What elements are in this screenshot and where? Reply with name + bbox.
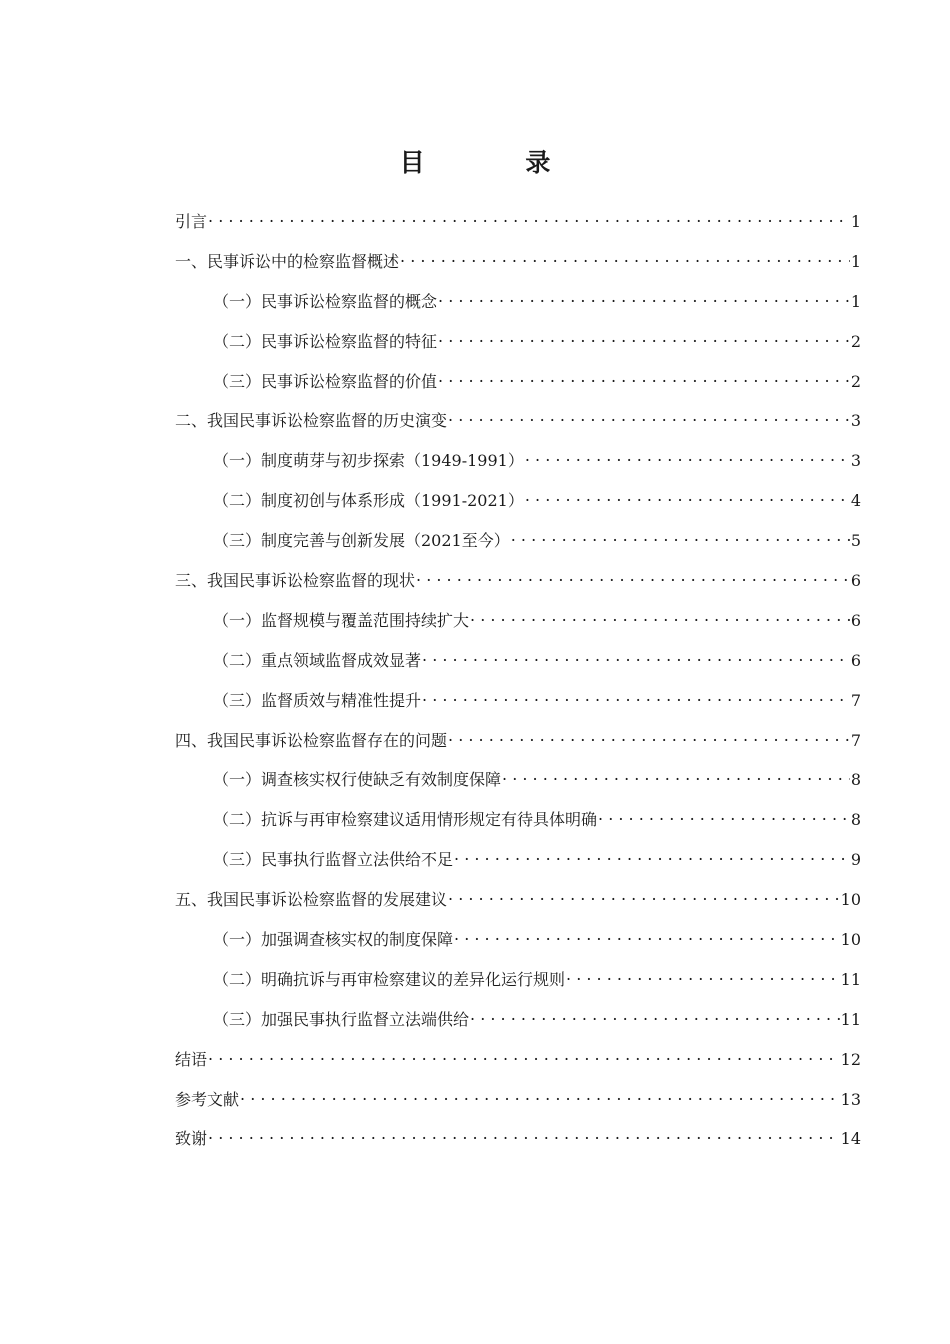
toc-leader-dots (454, 925, 840, 945)
toc-entry[interactable] (175, 760, 861, 800)
toc-leader-dots (525, 486, 850, 506)
toc-entry-label: 二、我国民事诉讼检察监督的历史演变 (175, 411, 448, 431)
toc-entry-page-number: 2 (850, 331, 861, 351)
toc-entry-page-number: 6 (850, 650, 861, 670)
toc-entry[interactable] (175, 800, 861, 840)
toc-entry[interactable] (175, 681, 861, 721)
toc-entry-label: （二）明确抗诉与再审检察建议的差异化运行规则 (213, 969, 566, 989)
toc-entry-page-number: 1 (850, 291, 861, 311)
toc-entry-label: （二）民事诉讼检察监督的特征 (213, 331, 438, 351)
toc-leader-dots (438, 327, 850, 347)
toc-entry-page-number: 8 (850, 810, 861, 830)
toc-leader-dots (240, 1085, 840, 1105)
toc-entry-page-number: 8 (850, 770, 861, 790)
toc-entry-label: （一）制度萌芽与初步探索（1949-1991） (213, 451, 524, 471)
toc-entry-page-number: 3 (850, 411, 861, 431)
toc-entry-page-number: 9 (850, 850, 861, 870)
toc-entry-label: （三）监督质效与精准性提升 (213, 690, 422, 710)
toc-entry[interactable] (175, 481, 861, 521)
toc-entry-label: 参考文献 (175, 1089, 240, 1109)
toc-leader-dots (470, 606, 850, 626)
toc-entry-page-number: 13 (840, 1089, 861, 1109)
toc-entry-label: （三）制度完善与创新发展（2021至今） (213, 531, 510, 551)
toc-entry-label: （三）民事诉讼检察监督的价值 (213, 371, 438, 391)
toc-entry-page-number: 12 (840, 1049, 861, 1069)
toc-entry-label: （一）民事诉讼检察监督的概念 (213, 291, 438, 311)
toc-leader-dots (438, 287, 850, 307)
toc-entry[interactable] (175, 401, 861, 441)
toc-entry[interactable] (175, 1040, 861, 1080)
toc-leader-dots (208, 207, 850, 227)
toc-entry-label: 四、我国民事诉讼检察监督存在的问题 (175, 730, 448, 750)
toc-entry-label: （一）监督规模与覆盖范围持续扩大 (213, 610, 470, 630)
toc-leader-dots (422, 686, 850, 706)
toc-entry[interactable] (175, 840, 861, 880)
toc-entry[interactable] (175, 521, 861, 561)
toc-entry-page-number: 7 (850, 690, 861, 710)
toc-entry[interactable] (175, 322, 861, 362)
toc-entry-label: 结语 (175, 1049, 208, 1069)
toc-entry[interactable] (175, 242, 861, 282)
toc-entry-page-number: 3 (850, 451, 861, 471)
toc-entry-page-number: 1 (850, 251, 861, 271)
toc-entry[interactable] (175, 721, 861, 761)
toc-leader-dots (454, 845, 850, 865)
toc-entry-label: （二）重点领域监督成效显著 (213, 650, 422, 670)
toc-entry[interactable] (175, 880, 861, 920)
toc-leader-dots (566, 965, 840, 985)
toc-entry-page-number: 6 (850, 571, 861, 591)
toc-entry-page-number: 6 (850, 610, 861, 630)
toc-entry-label: （二）制度初创与体系形成（1991-2021） (213, 491, 524, 511)
toc-entry-page-number: 7 (850, 730, 861, 750)
toc-entry-label: （一）调查核实权行使缺乏有效制度保障 (213, 770, 502, 790)
toc-leader-dots (208, 1124, 840, 1144)
toc-entry[interactable] (175, 441, 861, 481)
toc-entry-label: （二）抗诉与再审检察建议适用情形规定有待具体明确 (213, 810, 598, 830)
toc-entry-page-number: 10 (840, 930, 861, 950)
toc-leader-dots (598, 805, 850, 825)
toc-entry-label: （一）加强调查核实权的制度保障 (213, 930, 454, 950)
toc-leader-dots (511, 526, 850, 546)
toc-entry-page-number: 4 (850, 491, 861, 511)
toc-leader-dots (448, 885, 840, 905)
toc-entry-page-number: 14 (840, 1129, 861, 1149)
toc-entry[interactable] (175, 362, 861, 402)
toc-entry-page-number: 11 (840, 969, 861, 989)
toc-leader-dots (400, 247, 850, 267)
toc-entry-label: （三）民事执行监督立法供给不足 (213, 850, 454, 870)
toc-leader-dots (470, 1005, 840, 1025)
toc-leader-dots (438, 367, 850, 387)
toc-entry[interactable] (175, 641, 861, 681)
toc-leader-dots (448, 406, 850, 426)
toc-entry-label: 三、我国民事诉讼检察监督的现状 (175, 571, 416, 591)
toc-leader-dots (525, 446, 850, 466)
toc-entry[interactable] (175, 1000, 861, 1040)
toc-entry-page-number: 10 (840, 890, 861, 910)
toc-leader-dots (416, 566, 850, 586)
toc-leader-dots (502, 765, 850, 785)
toc-entry-label: 引言 (175, 212, 208, 231)
toc-entry-label: （三）加强民事执行监督立法端供给 (213, 1009, 470, 1029)
toc-entry[interactable] (175, 1119, 861, 1159)
toc-entry-label: 一、民事诉讼中的检察监督概述 (175, 251, 400, 271)
toc-list (175, 202, 861, 1159)
toc-title: 目 录 (399, 148, 597, 177)
toc-leader-dots (208, 1045, 840, 1065)
toc-entry-page-number: 1 (850, 212, 861, 231)
toc-entry[interactable] (175, 960, 861, 1000)
toc-entry-label: 致谢 (175, 1129, 208, 1149)
toc-entry[interactable] (175, 561, 861, 601)
toc-entry-page-number: 11 (840, 1009, 861, 1029)
toc-entry-label: 五、我国民事诉讼检察监督的发展建议 (175, 890, 448, 910)
toc-entry[interactable] (175, 202, 861, 242)
toc-entry-page-number: 2 (850, 371, 861, 391)
toc-leader-dots (448, 726, 850, 746)
toc-entry[interactable] (175, 601, 861, 641)
toc-entry[interactable] (175, 1080, 861, 1120)
toc-entry-page-number: 5 (850, 531, 861, 551)
toc-entry[interactable] (175, 920, 861, 960)
toc-leader-dots (422, 646, 850, 666)
toc-entry[interactable] (175, 282, 861, 322)
